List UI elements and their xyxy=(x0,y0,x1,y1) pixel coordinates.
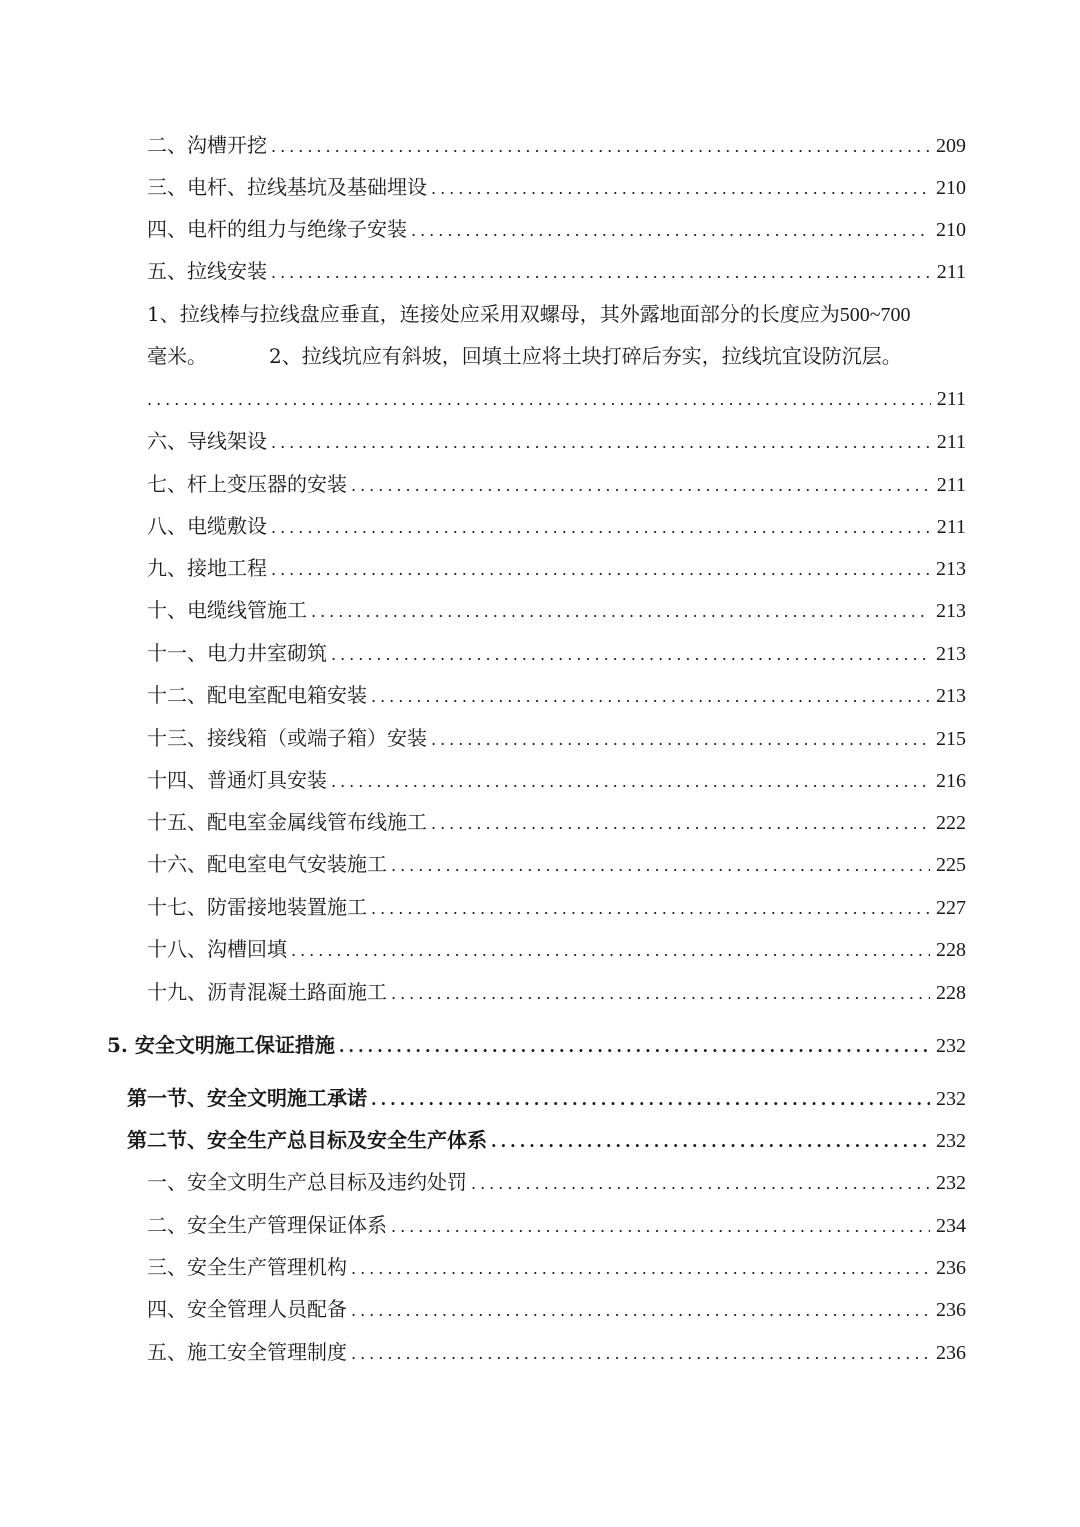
toc-entry-page: 236 xyxy=(936,1257,966,1279)
toc-entry-title: 二、沟槽开挖 xyxy=(147,133,267,157)
toc-entry-page: 213 xyxy=(936,643,966,665)
toc-entry[interactable] xyxy=(147,256,966,286)
toc-entry-page: 211 xyxy=(936,261,966,283)
toc-entry-page: 209 xyxy=(936,135,966,157)
dot-leader xyxy=(271,513,931,543)
toc-entry-title: 十六、配电室电气安装施工 xyxy=(147,852,387,876)
toc-note-entry[interactable] xyxy=(147,384,966,414)
toc-entry-title: 十九、沥青混凝土路面施工 xyxy=(147,980,387,1004)
toc-entry-title: 十三、接线箱（或端子箱）安装 xyxy=(147,726,427,750)
toc-entry[interactable] xyxy=(147,892,966,922)
dot-leader xyxy=(339,1032,930,1062)
dot-leader xyxy=(291,936,930,966)
toc-entry[interactable] xyxy=(147,1210,966,1240)
toc-section-title: 第二节、安全生产总目标及安全生产体系 xyxy=(127,1128,487,1152)
dot-leader xyxy=(431,725,930,755)
toc-entry-page: 210 xyxy=(936,219,966,241)
dot-leader xyxy=(351,471,931,501)
dot-leader xyxy=(391,1212,930,1242)
toc-entry-title: 三、电杆、拉线基坑及基础埋设 xyxy=(147,175,427,199)
toc-entry-title: 十七、防雷接地装置施工 xyxy=(147,895,367,919)
toc-entry-title: 八、电缆敷设 xyxy=(147,514,267,538)
toc-note-line-1[interactable] xyxy=(147,299,911,330)
toc-entry-title: 五、施工安全管理制度 xyxy=(147,1340,347,1364)
toc-entry-page: 211 xyxy=(936,474,966,496)
toc-entry-title: 二、安全生产管理保证体系 xyxy=(147,1213,387,1237)
toc-entry[interactable] xyxy=(147,807,966,837)
toc-entry-page: 210 xyxy=(936,177,966,199)
toc-entry-page: 236 xyxy=(936,1342,966,1364)
toc-section-entry[interactable] xyxy=(127,1125,966,1155)
dot-leader xyxy=(331,640,930,670)
toc-entry-title: 十八、沟槽回填 xyxy=(147,937,287,961)
dot-leader xyxy=(331,767,930,797)
toc-entry[interactable] xyxy=(147,977,966,1007)
toc-section-entry[interactable] xyxy=(127,1083,966,1113)
toc-note-value: 500~700 xyxy=(839,304,911,326)
toc-section-title: 第一节、安全文明施工承诺 xyxy=(127,1086,367,1110)
toc-note-line-2[interactable] xyxy=(147,341,902,371)
toc-entry-title: 七、杆上变压器的安装 xyxy=(147,472,347,496)
dot-leader xyxy=(391,979,930,1009)
toc-entry-page: 232 xyxy=(936,1172,966,1194)
toc-entry[interactable] xyxy=(147,469,966,499)
toc-entry-title: 三、安全生产管理机构 xyxy=(147,1255,347,1279)
toc-entry-title: 五、拉线安装 xyxy=(147,259,267,283)
toc-entry-page: 222 xyxy=(936,812,966,834)
toc-entry-page: 232 xyxy=(936,1130,966,1152)
toc-entry-page: 216 xyxy=(936,770,966,792)
toc-entry-page: 236 xyxy=(936,1299,966,1321)
toc-entry-title: 十、电缆线管施工 xyxy=(147,598,307,622)
toc-entry-title: 十四、普通灯具安装 xyxy=(147,768,327,792)
toc-entry[interactable] xyxy=(147,1294,966,1324)
toc-entry-title: 四、安全管理人员配备 xyxy=(147,1297,347,1321)
toc-entry-page: 225 xyxy=(936,854,966,876)
toc-entry-page: 234 xyxy=(936,1215,966,1237)
toc-entry[interactable] xyxy=(147,934,966,964)
toc-entry-page: 213 xyxy=(936,558,966,580)
dot-leader xyxy=(147,385,931,415)
toc-entry-title: 六、导线架设 xyxy=(147,429,267,453)
toc-entry[interactable] xyxy=(147,426,966,456)
toc-entry[interactable] xyxy=(147,130,966,160)
toc-entry-page: 228 xyxy=(936,939,966,961)
dot-leader xyxy=(371,1085,930,1115)
dot-leader xyxy=(271,555,930,585)
toc-chapter-title: 5. 安全文明施工保证措施 xyxy=(107,1033,335,1057)
toc-note-text: 2、拉线坑应有斜坡，回填土应将土块打碎后夯实，拉线坑宜设防沉层。 xyxy=(269,344,902,368)
toc-entry[interactable] xyxy=(147,1337,966,1367)
toc-entry-page: 232 xyxy=(936,1088,966,1110)
toc-entry[interactable] xyxy=(147,553,966,583)
dot-leader xyxy=(351,1296,930,1326)
toc-entry[interactable] xyxy=(147,172,966,202)
toc-entry-title: 一、安全文明生产总目标及违约处罚 xyxy=(147,1170,467,1194)
toc-entry-page: 227 xyxy=(936,897,966,919)
dot-leader xyxy=(351,1254,930,1284)
dot-leader xyxy=(471,1169,930,1199)
dot-leader xyxy=(431,174,930,204)
dot-leader xyxy=(431,809,930,839)
toc-entry[interactable] xyxy=(147,214,966,244)
toc-entry[interactable] xyxy=(147,638,966,668)
toc-entry-page: 213 xyxy=(936,685,966,707)
toc-entry-page: 228 xyxy=(936,982,966,1004)
toc-entry[interactable] xyxy=(147,595,966,625)
toc-entry-page: 213 xyxy=(936,600,966,622)
toc-entry-page: 211 xyxy=(936,388,966,410)
toc-note-text: 毫米。 xyxy=(147,344,207,368)
toc-entry-page: 211 xyxy=(936,431,966,453)
dot-leader xyxy=(351,1339,930,1369)
toc-entry-title: 十一、电力井室砌筑 xyxy=(147,641,327,665)
toc-entry-title: 十二、配电室配电箱安装 xyxy=(147,683,367,707)
toc-entry[interactable] xyxy=(147,765,966,795)
dot-leader xyxy=(271,258,931,288)
toc-entry-title: 十五、配电室金属线管布线施工 xyxy=(147,810,427,834)
dot-leader xyxy=(491,1127,930,1157)
toc-entry-page: 211 xyxy=(936,516,966,538)
toc-entry-title: 四、电杆的组力与绝缘子安装 xyxy=(147,217,407,241)
dot-leader xyxy=(311,597,930,627)
dot-leader xyxy=(371,894,930,924)
toc-entry[interactable] xyxy=(147,511,966,541)
toc-entry[interactable] xyxy=(147,680,966,710)
dot-leader xyxy=(391,851,930,881)
toc-chapter-entry[interactable] xyxy=(107,1030,966,1060)
toc-entry-page: 215 xyxy=(936,728,966,750)
dot-leader xyxy=(411,216,930,246)
dot-leader xyxy=(271,132,930,162)
dot-leader xyxy=(271,428,931,458)
toc-entry[interactable] xyxy=(147,849,966,879)
toc-entry[interactable] xyxy=(147,1167,966,1197)
toc-entry-page: 232 xyxy=(936,1035,966,1057)
toc-entry[interactable] xyxy=(147,723,966,753)
toc-note-text: 1、拉线棒与拉线盘应垂直，连接处应采用双螺母，其外露地面部分的长度应为 xyxy=(147,302,840,326)
dot-leader xyxy=(371,682,930,712)
toc-entry-title: 九、接地工程 xyxy=(147,556,267,580)
toc-entry[interactable] xyxy=(147,1252,966,1282)
